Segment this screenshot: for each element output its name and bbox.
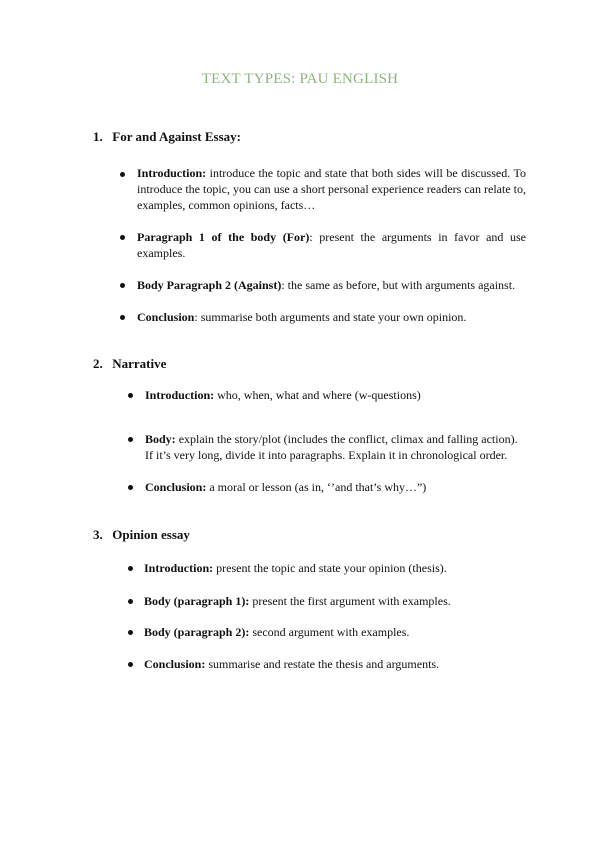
list-item-paragraph-for xyxy=(137,229,526,261)
page-title: TEXT TYPES: PAU ENGLISH xyxy=(201,71,399,87)
item-text: introduce the topic and state that both sides will be discussed. To introduce the topic, you can use a short personal experience readers can relate to, examples, common opinions, facts… xyxy=(137,166,526,212)
item-label: Introduction: xyxy=(137,166,207,180)
bullet-icon xyxy=(128,566,133,571)
section-heading-opinion xyxy=(93,527,190,543)
item-text: a moral or lesson (as in, ‘’and that’s why…”) xyxy=(206,480,427,494)
item-label: Introduction: xyxy=(144,561,214,575)
section-number: 3. xyxy=(93,527,103,542)
list-item-conclusion xyxy=(137,309,537,325)
item-text: : summarise both arguments and state your own opinion. xyxy=(194,310,467,324)
section-title: Opinion essay xyxy=(112,527,190,542)
section-title: For and Against Essay: xyxy=(112,129,241,144)
item-label: Body (paragraph 2): xyxy=(144,625,250,639)
item-label: Conclusion: xyxy=(145,480,207,494)
bullet-icon xyxy=(128,662,133,667)
bullet-icon xyxy=(128,393,133,398)
section-heading-for-against xyxy=(93,129,241,145)
item-text: : present the arguments in favor and use examples. xyxy=(137,230,526,260)
item-label: Conclusion xyxy=(137,310,195,324)
item-label: Paragraph 1 of the body (For) xyxy=(137,230,310,244)
item-text: present the topic and state your opinion (thesis). xyxy=(213,561,447,575)
item-text: summarise and restate the thesis and arguments. xyxy=(205,657,440,671)
item-text: second argument with examples. xyxy=(249,625,410,639)
section-heading-narrative xyxy=(93,356,166,372)
item-text: : the same as before, but with arguments against. xyxy=(281,278,516,292)
list-item-body-1 xyxy=(144,593,544,609)
list-item-conclusion xyxy=(145,479,545,495)
bullet-icon xyxy=(120,315,125,320)
bullet-icon xyxy=(128,485,133,490)
list-item-paragraph-against xyxy=(137,277,537,293)
item-label: Conclusion: xyxy=(144,657,206,671)
list-item-introduction xyxy=(145,387,545,403)
bullet-icon xyxy=(128,630,133,635)
section-number: 1. xyxy=(93,129,103,144)
item-label: Body (paragraph 1): xyxy=(144,594,250,608)
section-title: Narrative xyxy=(112,356,167,371)
item-text: present the first argument with examples. xyxy=(249,594,451,608)
bullet-icon xyxy=(128,437,133,442)
item-label: Body Paragraph 2 (Against) xyxy=(137,278,282,292)
list-item-body-2 xyxy=(144,624,544,640)
list-item-body xyxy=(145,431,527,463)
bullet-icon xyxy=(120,235,125,240)
bullet-icon xyxy=(128,599,133,604)
list-item-introduction xyxy=(144,560,544,576)
list-item-conclusion xyxy=(144,656,544,672)
item-text: who, when, what and where (w-questions) xyxy=(214,388,421,402)
list-item-introduction xyxy=(137,165,526,213)
section-number: 2. xyxy=(93,356,103,371)
item-label: Body: xyxy=(145,432,176,446)
bullet-icon xyxy=(120,283,125,288)
bullet-icon xyxy=(120,172,125,177)
item-text: explain the story/plot (includes the conflict, climax and falling action). If it’s very long, divide it into paragraphs. Explain it in chronological order. xyxy=(145,432,518,462)
item-label: Introduction: xyxy=(145,388,215,402)
